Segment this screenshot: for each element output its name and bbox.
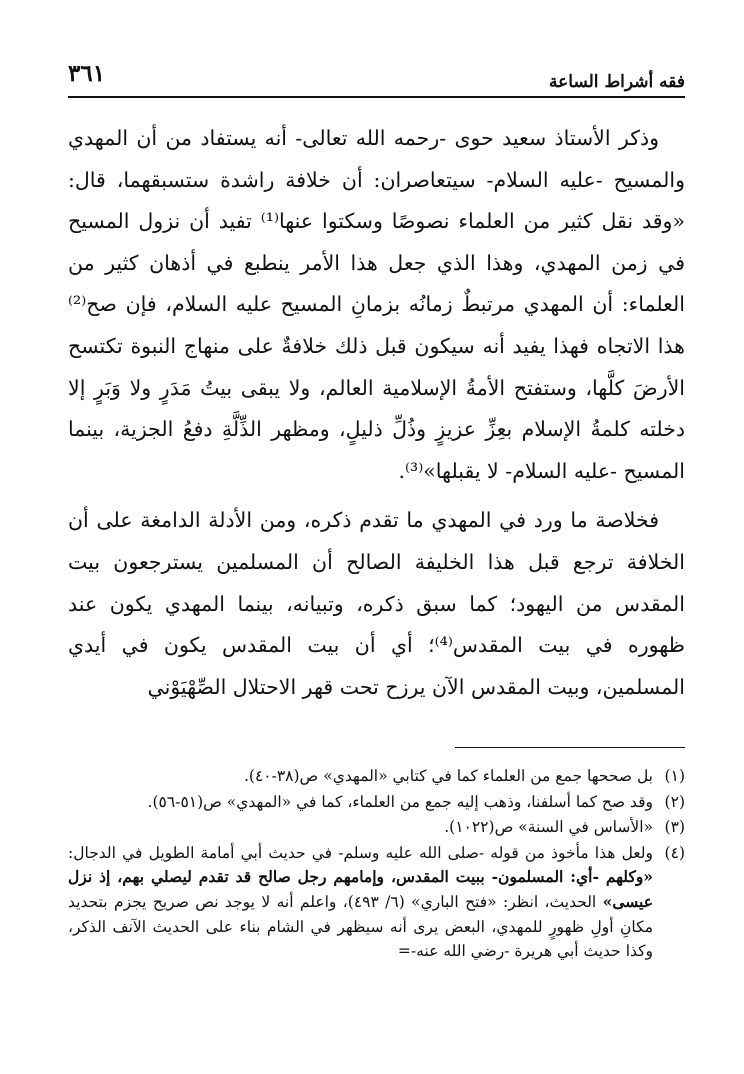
paragraph-1: وذكر الأستاذ سعيد حوى -رحمه الله تعالى- أنه يستفاد من أن المهدي والمسيح -عليه السلام- سيتعاصران: أن خلافة راشدة ستسبقهما، قال: «وقد نقل كثير من العلماء نصوصًا وسكتوا عنها⁽¹⁾ تفيد أن نزول المسيح في زمن المهدي، وهذا الذي جعل هذا الأمر ينطبع في أذهان كثير من العلماء: أن المهدي مرتبطٌ زمانُه بزمانِ المسيح عليه السلام، فإن صح⁽²⁾ هذا الاتجاه فهذا يفيد أنه سيكون قبل ذلك خلافةٌ على منهاج النبوة تكتسح الأرضَ كلَّها، وستفتح الأمةُ الإسلامية العالم، ولا يبقى بيتُ مَدَرٍ ولا وَبَرٍ إلا دخلته كلمةُ الإسلام بعِزِّ عزيزٍ وذُلِّ ذليلٍ، ومظهر الذِّلَّةِ دفعُ الجزية، بينما المسيح -عليه السلام- لا يقبلها»⁽³⁾.: [68, 126, 685, 483]
footnote-number: (٢): [664, 792, 685, 811]
footnotes: [68, 764, 685, 964]
footnote-text: بل صححها جمع من العلماء كما في كتابي «المهدي» ص(٣٨-٤٠).: [243, 767, 653, 785]
header-rule: [68, 96, 685, 98]
running-title: فقه أشراط الساعة: [549, 72, 685, 92]
footnote-3: [68, 815, 685, 840]
footnote-1: [68, 764, 685, 789]
footnote-4: [68, 841, 685, 964]
footnote-text: ولعل هذا مأخوذ من قوله -صلى الله عليه وسلم- في حديث أبي أمامة الطويل في الدجال:: [68, 843, 653, 862]
footnote-2: [68, 790, 685, 815]
footnote-number: (١): [664, 767, 685, 785]
footnote-text: «الأساس في السنة» ص(١٠٢٢).: [444, 818, 653, 837]
footnote-text-continued: الحديث، انظر: «فتح الباري» (٦/ ٤٩٣)، واعلم أنه لا يوجد نص صريح يجزم بتحديد مكانِ أولِ ظهورٍ للمهدي، البعض يرى أنه سيظهر في الشام بناء على الحديث الآنف الذكر، وكذا حديث أبي هريرة -رضي الله عنه-=: [68, 892, 653, 961]
page-number: ٣٦١: [68, 60, 106, 87]
footnote-text: وقد صح كما أسلفنا، وذهب إليه جمع من العلماء، كما في «المهدي» ص(٥١-٥٦).: [147, 792, 653, 811]
page-header: [68, 58, 685, 98]
hadith-quote: «وكلهم -أي: المسلمون- ببيت المقدس، وإمامهم رجل صالح قد تقدم ليصلي بهم، إذ نزل عيسى»: [68, 867, 653, 911]
main-text: [68, 118, 685, 708]
footnote-number: (٤): [664, 843, 685, 862]
footnote-number: (٣): [664, 818, 685, 837]
footnote-separator: [455, 747, 685, 748]
paragraph-2: فخلاصة ما ورد في المهدي ما تقدم ذكره، ومن الأدلة الدامغة على أن الخلافة ترجع قبل هذا الخليفة الصالح أن المسلمين يسترجعون بيت المقدس من اليهود؛ كما سبق ذكره، وتبيانه، بينما المهدي يكون عند ظهوره في بيت المقدس⁽⁴⁾؛ أي أن بيت المقدس يكون في أيدي المسلمين، وبيت المقدس الآن يرزح تحت قهر الاحتلال الصِّهْيَوْني: [68, 508, 685, 699]
